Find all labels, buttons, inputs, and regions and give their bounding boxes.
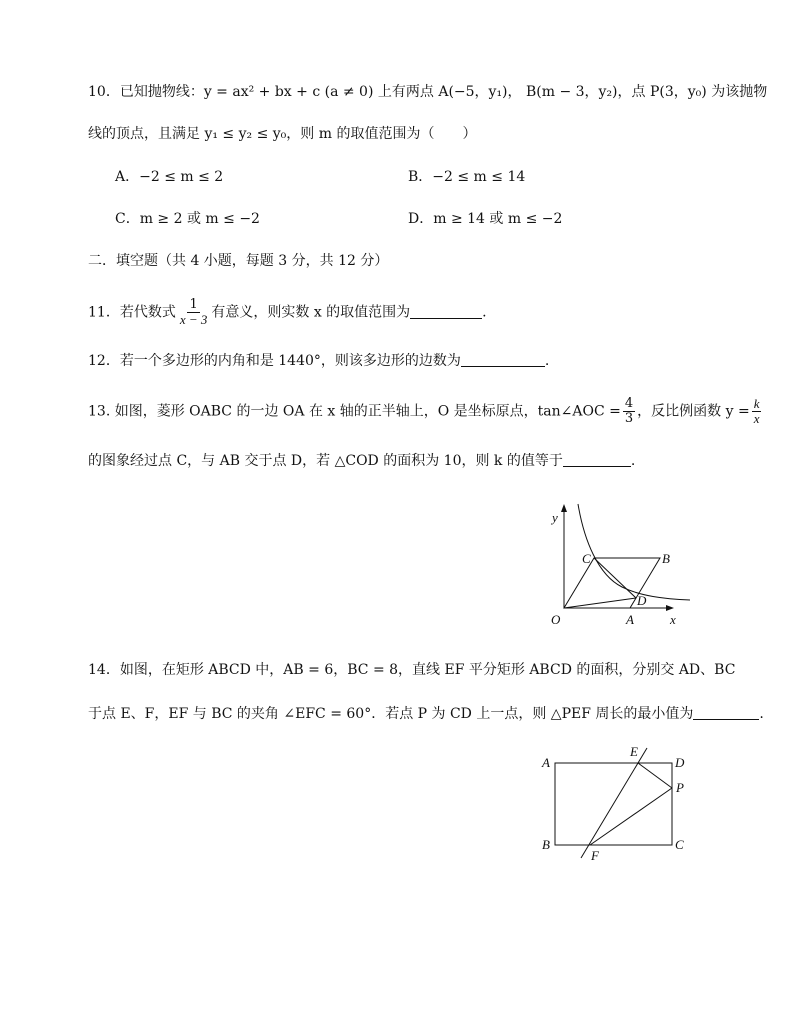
segment-OD (564, 598, 636, 608)
label-B: B (662, 551, 670, 566)
segment-EP (638, 763, 672, 788)
label-C: C (675, 837, 684, 852)
q13-tan-fraction (623, 397, 635, 426)
q10-option-a: A．−2 ≤ m ≤ 2 (115, 169, 224, 185)
q14-line2-text: 于点 E、F，EF 与 BC 的夹角 ∠EFC = 60°．若点 P 为 CD 上一点，则 △PEF 周长的最小值为 (88, 706, 694, 722)
q11-frac-num: 1 (189, 297, 198, 312)
q13-answer-blank (563, 452, 631, 467)
label-y: y (552, 510, 558, 525)
segment-CD (594, 558, 636, 598)
label-P: P (676, 780, 684, 795)
q12-end: . (544, 353, 550, 369)
label-E: E (630, 744, 638, 759)
q13-line1 (88, 397, 763, 426)
q10-line1: 10．已知抛物线：y = ax² + bx + c (a ≠ 0) 上有两点 A(−5，y₁)， B(m − 3，y₂)，点 P(3，y₀) 为该抛物 (88, 84, 768, 100)
q10-option-d: D．m ≥ 14 或 m ≤ −2 (408, 211, 563, 227)
line-EF (581, 748, 647, 858)
q11-suffix: 有意义，则实数 x 的取值范围为 (211, 304, 411, 321)
hyperbola-curve (578, 504, 690, 600)
label-C: C (582, 551, 591, 566)
q11-line (88, 298, 487, 327)
q10-option-b: B．−2 ≤ m ≤ 14 (408, 169, 526, 185)
q11-end: . (482, 304, 487, 321)
label-B: B (542, 837, 550, 852)
q10-option-c: C．m ≥ 2 或 m ≤ −2 (115, 211, 260, 227)
label-D: D (637, 593, 647, 608)
q12-line (88, 351, 549, 371)
section-heading: 二．填空题（共 4 小题，每题 3 分，共 12 分） (88, 253, 389, 269)
q14-line2 (88, 704, 764, 724)
q13-part2: ，反比例函数 y = (637, 403, 750, 420)
label-O: O (551, 612, 561, 627)
q13-end: . (630, 453, 636, 469)
label-x: x (670, 612, 676, 627)
q14-answer-blank (693, 705, 759, 720)
q14-end: . (759, 706, 764, 722)
q13-line2 (88, 451, 635, 471)
q11-prefix: 11．若代数式 (88, 304, 176, 321)
q13-k-fraction (752, 397, 762, 426)
q13-k-den: x (753, 411, 760, 426)
q13-figure (540, 500, 690, 630)
q14-figure (535, 742, 695, 867)
label-A: A (542, 755, 550, 770)
label-D: D (675, 755, 685, 770)
q11-frac-den: x − 3 (179, 312, 208, 327)
q13-part1: 13. 如图，菱形 OABC 的一边 OA 在 x 轴的正半轴上，O 是坐标原点，tan∠AOC = (88, 403, 621, 420)
q11-answer-blank (410, 304, 482, 319)
q12-answer-blank (461, 352, 545, 367)
label-F: F (591, 848, 599, 863)
x-axis-arrow (666, 605, 674, 611)
q13-line2-text: 的图象经过点 C，与 AB 交于点 D，若 △COD 的面积为 10，则 k 的值等于 (88, 453, 563, 469)
label-A: A (626, 612, 634, 627)
q10-line2: 线的顶点，且满足 y₁ ≤ y₂ ≤ y₀，则 m 的取值范围为（ ） (88, 126, 477, 142)
q12-text: 12．若一个多边形的内角和是 1440°，则该多边形的边数为 (88, 353, 461, 369)
segment-PF (590, 788, 672, 845)
q13-k-num: k (753, 396, 760, 411)
q13-tan-num: 4 (624, 396, 634, 411)
q11-fraction (178, 298, 210, 327)
y-axis-arrow (561, 504, 567, 512)
q14-line1: 14．如图，在矩形 ABCD 中，AB = 6，BC = 8，直线 EF 平分矩形 ABCD 的面积，分别交 AD、BC (88, 662, 736, 678)
q13-tan-den: 3 (624, 411, 634, 426)
